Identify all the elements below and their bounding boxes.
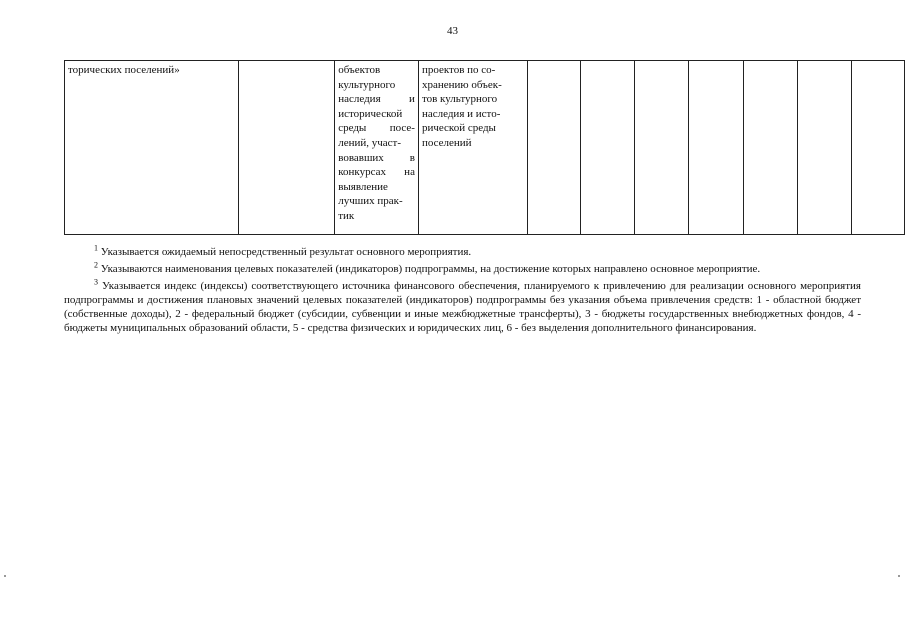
result-line: среды посе-: [338, 122, 415, 135]
event-name-text: торических поселений»: [68, 64, 180, 76]
empty-cell: [528, 61, 581, 235]
indicator-line: наследия и исто-: [421, 107, 501, 120]
scan-dot: [898, 575, 900, 577]
event-name-cell: [65, 61, 239, 235]
footnote-mark: 3: [94, 277, 98, 287]
footnote-2: [64, 262, 861, 276]
result-line: исторической: [338, 107, 403, 120]
page-number: 43: [447, 25, 458, 37]
empty-cell: [851, 61, 904, 235]
footnote-3: [64, 279, 861, 335]
indicator-line: проектов по со-: [421, 64, 496, 76]
result-line: наследия и: [338, 93, 415, 106]
footnote-text: Указывается ожидаемый непосредственный результат основного мероприятия.: [100, 246, 472, 258]
result-line: лучших прак-: [338, 195, 403, 208]
empty-cell: [635, 61, 689, 235]
empty-cell: [743, 61, 797, 235]
indicator-line: хранению объек-: [421, 78, 502, 91]
footnote-mark: 2: [94, 260, 98, 270]
result-cell: [335, 61, 419, 235]
indicator-line: рической среды: [421, 122, 496, 135]
indicator-line: поселений: [421, 136, 472, 149]
result-line: вовавших в: [338, 151, 415, 164]
executor-cell: [238, 61, 334, 235]
empty-cell: [797, 61, 851, 235]
footnote-text: Указывается индекс (индексы) соответствующего источника финансового обеспечения, планируемого к привлечению для реализации основного мероприятия подпрограммы и достижения плановых значений целевых показателей (индикаторов) подпрограммы без указания объема привлечения средств: 1 - областной бюджет (собственные доходы), 2 - федеральный бюджет (субсидии, субвенции и иные межбюджетные трансферты), 3 - бюджеты государственных внебюджетных фондов, 4 - бюджеты муниципальных образований области, 5 - средства физических и юридических лиц, 6 - без выделения дополнительного финансирования.: [64, 280, 861, 334]
indicator-cell: [418, 61, 527, 235]
footnotes: [64, 245, 861, 338]
result-line: тик: [338, 209, 355, 222]
result-line: культурного: [338, 78, 396, 91]
scan-dot: [4, 575, 6, 577]
result-line: объектов: [338, 64, 381, 76]
result-line: лений, участ-: [338, 136, 402, 149]
table-row: [65, 61, 905, 235]
footnote-1: [64, 245, 861, 259]
footnote-text: Указываются наименования целевых показателей (индикаторов) подпрограммы, на достижение которых направлено основное мероприятие.: [100, 263, 761, 275]
footnote-mark: 1: [94, 243, 98, 253]
result-line: выявление: [338, 180, 388, 193]
result-line: конкурсах на: [338, 166, 415, 179]
program-table: [64, 60, 905, 235]
empty-cell: [689, 61, 743, 235]
indicator-line: тов культурного: [421, 93, 498, 106]
empty-cell: [581, 61, 635, 235]
